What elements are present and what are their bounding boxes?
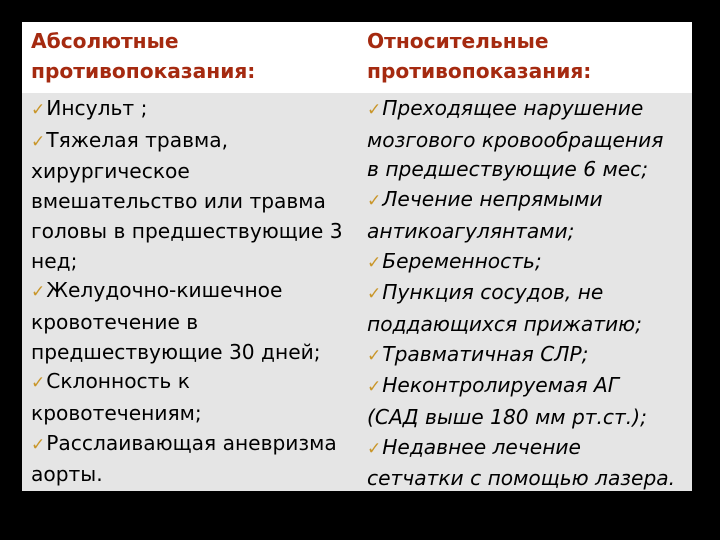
relative-line <box>367 247 692 279</box>
absolute-line <box>31 217 364 247</box>
check-mark-icon: ✓ <box>367 377 382 398</box>
relative-line <box>367 433 692 465</box>
relative-text: сетчатки с помощью лазера. <box>367 466 676 491</box>
absolute-line <box>31 460 364 490</box>
relative-text: Неконтролируемая АГ <box>382 373 619 398</box>
absolute-line <box>31 157 364 187</box>
relative-text: Недавнее лечение <box>382 434 581 459</box>
absolute-line <box>31 94 364 126</box>
absolute-text: нед; <box>31 248 78 273</box>
relative-text: антикоагулянтами; <box>367 218 575 243</box>
header-relative-line2: противопоказания: <box>367 58 592 83</box>
header-absolute-line2: противопоказания: <box>31 58 256 83</box>
relative-line <box>367 310 692 340</box>
check-mark-icon: ✓ <box>367 438 382 459</box>
check-mark-icon: ✓ <box>367 100 382 120</box>
absolute-line <box>31 399 364 429</box>
relative-text: в предшествующие 6 мес; <box>367 157 649 182</box>
relative-text: Беременность; <box>382 248 542 273</box>
relative-contraindications-list <box>364 93 692 491</box>
header-absolute <box>22 22 364 93</box>
absolute-line <box>31 429 364 461</box>
check-mark-icon: ✓ <box>367 191 382 212</box>
check-mark-icon: ✓ <box>367 252 382 273</box>
absolute-line <box>31 126 364 158</box>
check-mark-icon: ✓ <box>31 434 46 455</box>
check-mark-icon: ✓ <box>367 284 382 305</box>
absolute-line <box>31 367 364 399</box>
check-mark-icon: ✓ <box>31 373 46 394</box>
absolute-text: аорты. <box>31 462 103 487</box>
absolute-line <box>31 276 364 308</box>
relative-text: Лечение непрямыми <box>382 187 603 212</box>
relative-line <box>367 94 692 126</box>
relative-line <box>367 464 692 494</box>
absolute-line <box>31 308 364 338</box>
relative-line <box>367 185 692 217</box>
absolute-line <box>31 338 364 368</box>
relative-line <box>367 278 692 310</box>
absolute-text: кровотечениям; <box>31 401 202 426</box>
absolute-text: Инсульт ; <box>46 96 148 120</box>
relative-text: Пункция сосудов, не <box>382 280 604 305</box>
relative-text: мозгового кровообращения <box>367 127 664 152</box>
absolute-text: предшествующие 30 дней; <box>31 339 321 364</box>
absolute-contraindications-list <box>22 93 364 491</box>
absolute-text: головы в предшествующие 3 <box>31 218 343 243</box>
absolute-line <box>31 247 364 277</box>
absolute-text: Желудочно-кишечное <box>46 278 283 303</box>
absolute-text: Тяжелая травма, <box>46 127 229 152</box>
check-mark-icon: ✓ <box>31 282 46 303</box>
relative-text: (САД выше 180 мм рт.ст.); <box>367 405 647 430</box>
relative-line <box>367 217 692 247</box>
relative-line <box>367 403 692 433</box>
relative-line <box>367 371 692 403</box>
absolute-text: вмешательство или травма <box>31 189 326 214</box>
relative-text: Преходящее нарушение <box>382 96 644 120</box>
relative-line <box>367 340 692 372</box>
absolute-text: Склонность к <box>46 369 190 394</box>
relative-line <box>367 155 692 185</box>
header-relative <box>364 22 692 93</box>
relative-text: поддающихся прижатию; <box>367 311 642 336</box>
absolute-text: кровотечение в <box>31 309 199 334</box>
check-mark-icon: ✓ <box>31 131 46 152</box>
absolute-line <box>31 187 364 217</box>
absolute-text: хирургическое <box>31 159 190 184</box>
relative-text: Травматичная СЛР; <box>382 341 589 366</box>
contraindications-table <box>22 22 692 491</box>
header-absolute-line1: Абсолютные <box>31 29 179 53</box>
check-mark-icon: ✓ <box>31 100 46 120</box>
relative-line <box>367 126 692 156</box>
check-mark-icon: ✓ <box>367 345 382 366</box>
absolute-text: Расслаивающая аневризма <box>46 430 337 455</box>
header-relative-line1: Относительные <box>367 29 549 53</box>
